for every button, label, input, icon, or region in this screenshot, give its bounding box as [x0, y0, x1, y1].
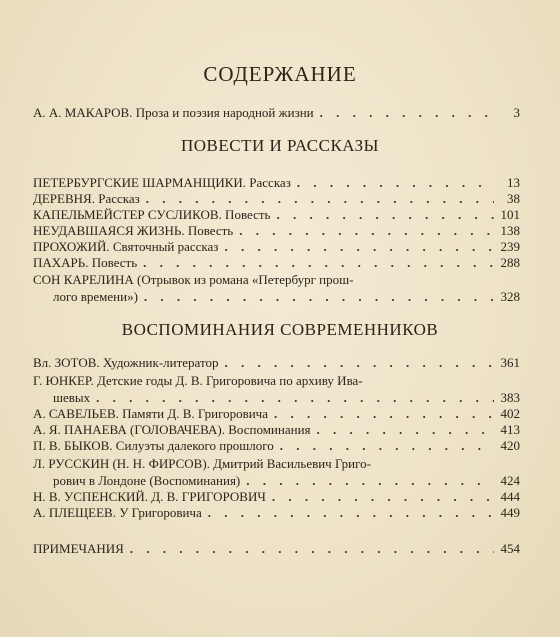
dot-leader [317, 421, 494, 438]
toc-entry [33, 372, 520, 406]
dot-leader [130, 540, 494, 557]
toc-entry [33, 455, 520, 489]
toc-entry-text: СОН КАРЕЛИНА (Отрывок из романа «Петербург прош- [33, 272, 354, 287]
toc-entry [33, 354, 520, 371]
toc-entry-page: 328 [500, 289, 520, 304]
toc-entry-page: 239 [500, 239, 520, 254]
toc-entry-text: ПРИМЕЧАНИЯ [33, 541, 124, 556]
toc-entry [33, 437, 520, 454]
toc-entry-text: ПЕТЕРБУРГСКИЕ ШАРМАНЩИКИ. Рассказ [33, 175, 291, 190]
dot-leader [280, 437, 494, 454]
dot-leader [225, 354, 495, 371]
dot-leader [208, 504, 494, 521]
dot-leader [297, 174, 494, 191]
page-title: СОДЕРЖАНИЕ [203, 62, 357, 86]
toc-entry-page: 38 [507, 191, 520, 206]
toc-entry [33, 271, 520, 305]
toc-entry-page: 454 [500, 541, 520, 556]
dot-leader [239, 222, 494, 239]
toc-entry-text: Г. ЮНКЕР. Детские годы Д. В. Григоровича по архиву Ива- [33, 373, 363, 388]
toc-entry-page: 288 [500, 255, 520, 270]
toc-entry [33, 206, 520, 223]
toc-entry-text: ПРОХОЖИЙ. Святочный рассказ [33, 239, 219, 254]
toc-entry-text: КАПЕЛЬМЕЙСТЕР СУСЛИКОВ. Повесть [33, 207, 271, 222]
toc-entry-text-continued: рович в Лондоне (Воспоминания) [53, 473, 241, 488]
toc-entry-text: Л. РУССКИН (Н. Н. ФИРСОВ). Дмитрий Васильевич Григо- [33, 456, 371, 471]
toc-entry-text: Вл. ЗОТОВ. Художник-литератор [33, 355, 219, 370]
section-heading-memoirs: ВОСПОМИНАНИЯ СОВРЕМЕННИКОВ [121, 320, 439, 339]
toc-entry-page: 361 [500, 355, 520, 370]
dot-leader [274, 405, 494, 422]
toc-entry-intro [33, 104, 520, 121]
toc-entry-text: П. В. БЫКОВ. Силуэты далекого прошлого [33, 438, 274, 453]
toc-entry-text: А. Я. ПАНАЕВА (ГОЛОВАЧЕВА). Воспоминания [33, 422, 311, 437]
toc-entry-page: 101 [500, 207, 520, 222]
toc-entry [33, 504, 520, 521]
toc-entry-page: 138 [500, 223, 520, 238]
dot-leader [277, 206, 495, 223]
toc-entry [33, 488, 520, 505]
dot-leader [144, 288, 494, 305]
toc-entry-text: А. ПЛЕЩЕЕВ. У Григоровича [33, 505, 202, 520]
toc-entry-page: 424 [500, 473, 520, 488]
toc-entry-page: 3 [513, 105, 520, 120]
toc-entry-text: ДЕРЕВНЯ. Рассказ [33, 191, 140, 206]
toc-entry-page: 449 [500, 505, 520, 520]
toc-entry-page: 413 [500, 422, 520, 437]
dot-leader [320, 104, 494, 121]
toc-entry-text: НЕУДАВШАЯСЯ ЖИЗНЬ. Повесть [33, 223, 234, 238]
dot-leader [146, 190, 494, 207]
toc-entry [33, 238, 520, 255]
dot-leader [272, 488, 494, 505]
toc-entry-text-continued: шевых [53, 390, 91, 405]
dot-leader [246, 472, 494, 489]
toc-entry-page: 383 [500, 390, 520, 405]
dot-leader [143, 254, 494, 271]
dot-leader [224, 238, 494, 255]
toc-entry [33, 421, 520, 438]
toc-entry [33, 190, 520, 207]
toc-entry-page: 402 [500, 406, 520, 421]
toc-entry-notes [33, 540, 520, 557]
toc-entry-page: 444 [500, 489, 520, 504]
section-heading-stories: ПОВЕСТИ И РАССКАЗЫ [181, 136, 379, 155]
toc-entry [33, 222, 520, 239]
toc-entry [33, 254, 520, 271]
toc-entry-page: 13 [507, 175, 520, 190]
toc-entry-text: Н. В. УСПЕНСКИЙ. Д. В. ГРИГОРОВИЧ [33, 489, 266, 504]
toc-entry [33, 174, 520, 191]
toc-entry-text-continued: лого времени») [53, 289, 138, 304]
toc-entry-page: 420 [500, 438, 520, 453]
toc-entry-text: А. А. МАКАРОВ. Проза и поэзия народной жизни [33, 105, 314, 120]
toc-entry [33, 405, 520, 422]
toc-entry-text: А. САВЕЛЬЕВ. Памяти Д. В. Григоровича [33, 406, 268, 421]
dot-leader [96, 389, 494, 406]
toc-entry-text: ПАХАРЬ. Повесть [33, 255, 138, 270]
